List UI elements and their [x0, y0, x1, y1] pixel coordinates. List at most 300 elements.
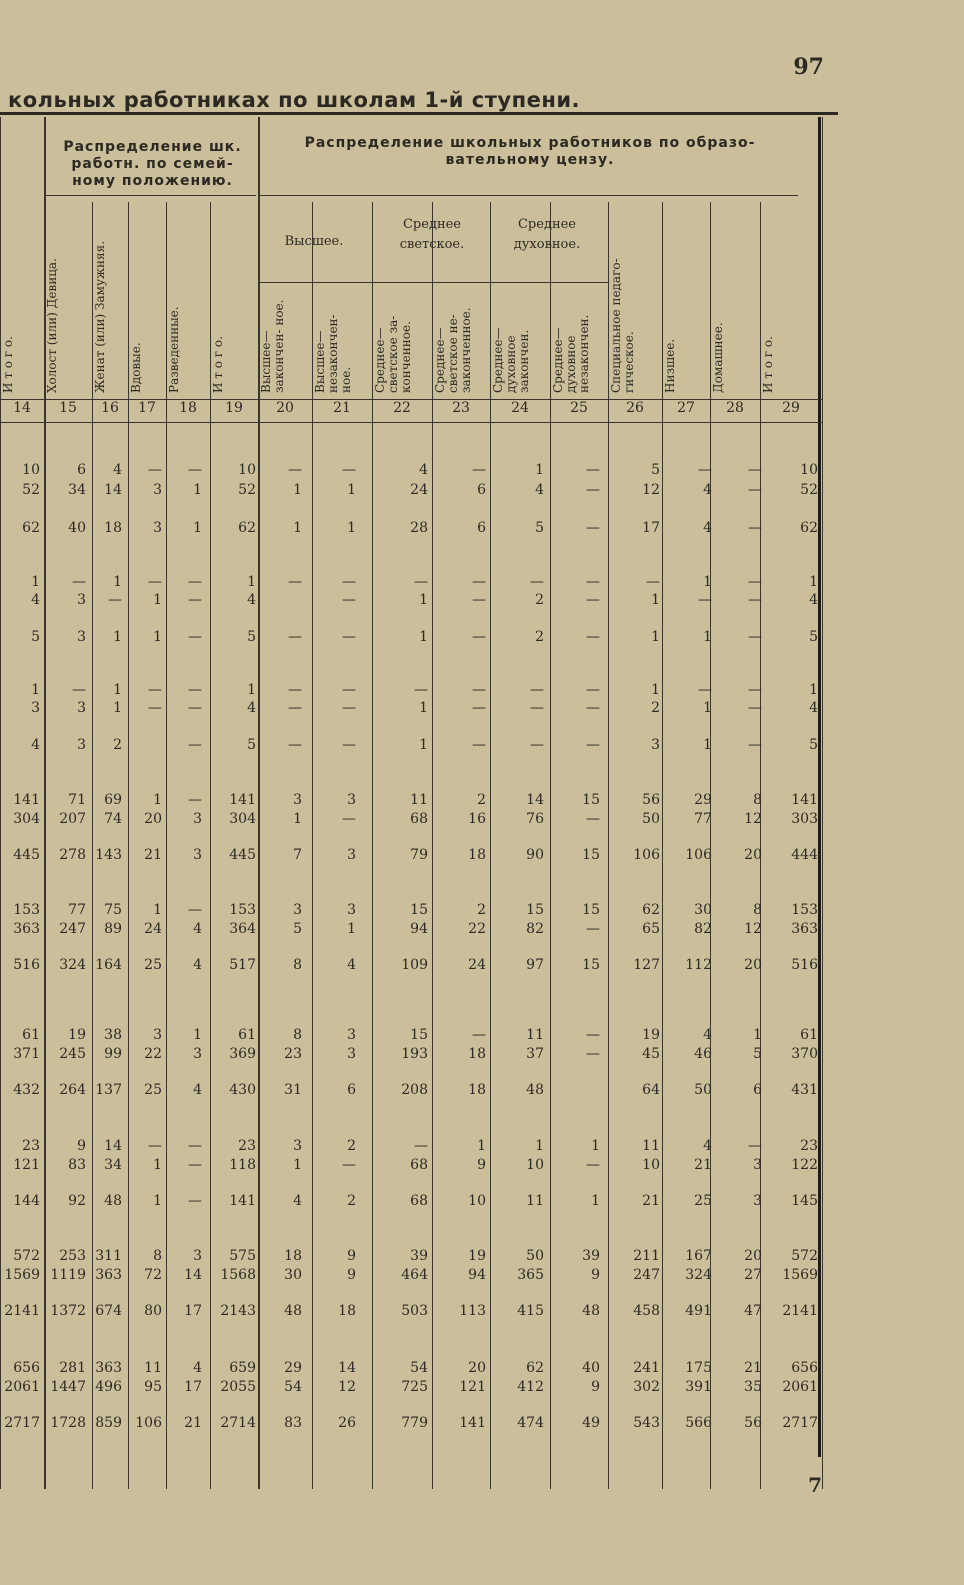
table-cell: 324: [59, 957, 86, 973]
table-cell: 14: [338, 1360, 356, 1376]
table-cell: 1: [419, 700, 428, 716]
table-cell: —: [472, 592, 486, 608]
table-cell: —: [148, 574, 162, 590]
table-cell: —: [530, 737, 544, 753]
table-cell: 4: [347, 957, 356, 973]
table-cell: 24: [144, 921, 162, 937]
table-cell: 2055: [220, 1379, 256, 1395]
table-cell: 415: [517, 1303, 544, 1319]
table-cell: 153: [229, 902, 256, 918]
table-cell: 12: [642, 482, 660, 498]
table-cell: 503: [401, 1303, 428, 1319]
table-cell: 48: [284, 1303, 302, 1319]
table-cell: 14: [104, 482, 122, 498]
table-cell: 370: [791, 1046, 818, 1062]
table-cell: 15: [410, 1027, 428, 1043]
table-cell: 77: [68, 902, 86, 918]
table-cell: 412: [517, 1379, 544, 1395]
column-divider: [372, 202, 373, 1489]
table-cell: 89: [104, 921, 122, 937]
table-cell: 543: [633, 1415, 660, 1431]
table-cell: 3: [293, 792, 302, 808]
table-cell: 3: [347, 847, 356, 863]
table-cell: —: [698, 462, 712, 478]
table-cell: 46: [694, 1046, 712, 1062]
table-cell: 99: [104, 1046, 122, 1062]
table-cell: 302: [633, 1379, 660, 1395]
table-cell: 2: [477, 792, 486, 808]
table-cell: 1: [113, 574, 122, 590]
table-cell: 8: [153, 1248, 162, 1264]
table-cell: —: [414, 1138, 428, 1154]
table-cell: 50: [642, 811, 660, 827]
table-cell: 2141: [4, 1303, 40, 1319]
table-cell: 1: [293, 811, 302, 827]
table-cell: —: [646, 574, 660, 590]
table-cell: 1: [347, 482, 356, 498]
table-cell: 5: [651, 462, 660, 478]
table-cell: 4: [293, 1193, 302, 1209]
table-cell: 34: [68, 482, 86, 498]
table-cell: 77: [694, 811, 712, 827]
table-cell: 52: [22, 482, 40, 498]
table-cell: 21: [144, 847, 162, 863]
table-cell: 659: [229, 1360, 256, 1376]
table-cell: 92: [68, 1193, 86, 1209]
table-cell: 725: [401, 1379, 428, 1395]
table-cell: 35: [744, 1379, 762, 1395]
table-cell: 245: [59, 1046, 86, 1062]
table-cell: 50: [694, 1082, 712, 1098]
table-cell: 15: [582, 792, 600, 808]
table-cell: 14: [526, 792, 544, 808]
table-cell: 97: [526, 957, 544, 973]
table-cell: 2: [477, 902, 486, 918]
statistics-table: [0, 117, 822, 1489]
table-cell: 8: [753, 902, 762, 918]
column-label-c25: Среднее— духовное незакончен.: [551, 314, 591, 393]
table-cell: —: [748, 462, 762, 478]
table-cell: 37: [526, 1046, 544, 1062]
table-cell: 4: [419, 462, 428, 478]
table-cell: 15: [526, 902, 544, 918]
table-cell: 1: [651, 592, 660, 608]
table-cell: 4: [31, 737, 40, 753]
table-cell: —: [586, 921, 600, 937]
column-number-rule: [0, 422, 822, 423]
table-cell: 5: [809, 737, 818, 753]
table-cell: —: [748, 520, 762, 536]
table-cell: 62: [642, 902, 660, 918]
table-cell: —: [472, 700, 486, 716]
table-cell: 1568: [220, 1267, 256, 1283]
column-number: 18: [179, 400, 197, 416]
table-cell: 3: [31, 700, 40, 716]
table-cell: 10: [800, 462, 818, 478]
table-cell: 40: [582, 1360, 600, 1376]
table-cell: 9: [477, 1157, 486, 1173]
table-cell: 281: [59, 1360, 86, 1376]
table-cell: —: [698, 592, 712, 608]
table-cell: 656: [791, 1360, 818, 1376]
table-cell: 83: [68, 1157, 86, 1173]
group-header-education: Распределение школьных работников по образо- вательному цензу.: [304, 135, 756, 168]
table-cell: 2061: [782, 1379, 818, 1395]
table-cell: 464: [401, 1267, 428, 1283]
table-cell: 1569: [782, 1267, 818, 1283]
table-cell: 3: [193, 847, 202, 863]
table-cell: 45: [642, 1046, 660, 1062]
table-cell: 6: [477, 520, 486, 536]
header-rule-subgroups: [258, 282, 608, 283]
table-cell: 1: [193, 1027, 202, 1043]
table-cell: 2: [113, 737, 122, 753]
table-cell: 1: [347, 520, 356, 536]
column-label-c20: Высшее— закончен- ное.: [259, 299, 286, 393]
table-cell: 30: [694, 902, 712, 918]
table-cell: 1: [753, 1027, 762, 1043]
table-cell: 2717: [782, 1415, 818, 1431]
table-cell: —: [108, 592, 122, 608]
table-cell: 1372: [50, 1303, 86, 1319]
table-cell: 491: [685, 1303, 712, 1319]
table-cell: —: [472, 574, 486, 590]
column-number: 27: [677, 400, 695, 416]
table-cell: 22: [144, 1046, 162, 1062]
table-cell: 1: [31, 574, 40, 590]
table-cell: 21: [184, 1415, 202, 1431]
table-cell: 6: [77, 462, 86, 478]
table-cell: 278: [59, 847, 86, 863]
table-cell: 19: [468, 1248, 486, 1264]
table-cell: 56: [642, 792, 660, 808]
table-cell: 83: [284, 1415, 302, 1431]
table-cell: —: [188, 682, 202, 698]
table-cell: 71: [68, 792, 86, 808]
table-cell: 9: [347, 1267, 356, 1283]
table-cell: 10: [468, 1193, 486, 1209]
table-cell: —: [586, 700, 600, 716]
table-cell: 4: [247, 592, 256, 608]
table-cell: 1728: [50, 1415, 86, 1431]
table-cell: 20: [744, 957, 762, 973]
table-cell: 5: [809, 629, 818, 645]
table-cell: 80: [144, 1303, 162, 1319]
table-cell: —: [188, 737, 202, 753]
column-number: 15: [59, 400, 77, 416]
table-cell: 106: [135, 1415, 162, 1431]
table-cell: 5: [247, 629, 256, 645]
table-cell: 1: [419, 737, 428, 753]
table-cell: —: [748, 574, 762, 590]
page-number: 97: [793, 54, 824, 80]
column-number: 17: [138, 400, 156, 416]
table-cell: —: [188, 1138, 202, 1154]
subheader-higher: Высшее.: [284, 234, 344, 249]
table-cell: 144: [13, 1193, 40, 1209]
table-cell: 38: [104, 1027, 122, 1043]
table-cell: 264: [59, 1082, 86, 1098]
table-cell: —: [586, 574, 600, 590]
column-label-c27: Низшее.: [663, 338, 677, 393]
table-cell: 4: [31, 592, 40, 608]
group-header-family: Распределение шк. работн. по семей- ному положению.: [63, 139, 242, 189]
table-cell: 10: [642, 1157, 660, 1173]
table-cell: 5: [293, 921, 302, 937]
table-cell: 18: [104, 520, 122, 536]
table-cell: 18: [468, 1082, 486, 1098]
table-cell: —: [188, 462, 202, 478]
table-cell: 3: [293, 902, 302, 918]
table-cell: 30: [284, 1267, 302, 1283]
column-label-c15: Холост (или) Девица.: [45, 258, 59, 393]
table-cell: 52: [238, 482, 256, 498]
table-cell: 20: [744, 847, 762, 863]
table-cell: 137: [95, 1082, 122, 1098]
table-cell: 779: [401, 1415, 428, 1431]
table-cell: 1: [419, 629, 428, 645]
table-cell: —: [342, 700, 356, 716]
table-cell: 2717: [4, 1415, 40, 1431]
table-cell: 3: [153, 482, 162, 498]
table-cell: —: [472, 629, 486, 645]
table-cell: 20: [468, 1360, 486, 1376]
table-cell: 48: [104, 1193, 122, 1209]
table-cell: 4: [113, 462, 122, 478]
table-cell: 143: [95, 847, 122, 863]
table-cell: 31: [284, 1082, 302, 1098]
table-cell: 109: [401, 957, 428, 973]
table-cell: 10: [526, 1157, 544, 1173]
table-cell: —: [586, 520, 600, 536]
table-cell: 4: [193, 1082, 202, 1098]
table-cell: 25: [144, 957, 162, 973]
table-cell: 391: [685, 1379, 712, 1395]
table-cell: 369: [229, 1046, 256, 1062]
table-cell: 49: [582, 1415, 600, 1431]
table-cell: 141: [791, 792, 818, 808]
table-cell: 82: [694, 921, 712, 937]
column-label-c14: И т о г о.: [1, 336, 15, 393]
table-cell: 4: [703, 1027, 712, 1043]
table-cell: —: [188, 700, 202, 716]
table-cell: 2714: [220, 1415, 256, 1431]
column-divider: [550, 202, 551, 1489]
table-cell: 247: [633, 1267, 660, 1283]
table-cell: 208: [401, 1082, 428, 1098]
table-cell: —: [342, 811, 356, 827]
table-cell: 3: [77, 629, 86, 645]
table-cell: 4: [535, 482, 544, 498]
column-divider: [0, 117, 1, 1489]
table-cell: —: [342, 737, 356, 753]
table-cell: 445: [229, 847, 256, 863]
table-cell: 11: [410, 792, 428, 808]
title-rule: [0, 112, 838, 115]
table-cell: 18: [284, 1248, 302, 1264]
table-cell: 364: [229, 921, 256, 937]
table-cell: 516: [791, 957, 818, 973]
table-cell: 2061: [4, 1379, 40, 1395]
table-cell: 17: [184, 1303, 202, 1319]
table-cell: 1: [535, 462, 544, 478]
table-cell: 23: [22, 1138, 40, 1154]
table-cell: 2: [347, 1138, 356, 1154]
table-cell: 54: [284, 1379, 302, 1395]
column-number-row: [0, 400, 822, 422]
table-cell: 26: [338, 1415, 356, 1431]
table-cell: 247: [59, 921, 86, 937]
table-cell: 304: [13, 811, 40, 827]
table-cell: 15: [582, 902, 600, 918]
table-cell: 3: [347, 1027, 356, 1043]
table-cell: —: [748, 1138, 762, 1154]
table-cell: 1: [153, 629, 162, 645]
column-number: 19: [225, 400, 243, 416]
table-cell: 371: [13, 1046, 40, 1062]
table-cell: 112: [685, 957, 712, 973]
table-cell: —: [288, 737, 302, 753]
table-cell: —: [530, 700, 544, 716]
table-cell: 1: [703, 574, 712, 590]
table-cell: 575: [229, 1248, 256, 1264]
table-cell: —: [288, 462, 302, 478]
table-cell: —: [342, 592, 356, 608]
table-cell: 3: [347, 902, 356, 918]
table-cell: —: [288, 574, 302, 590]
table-cell: —: [414, 574, 428, 590]
table-cell: 566: [685, 1415, 712, 1431]
table-cell: 5: [535, 520, 544, 536]
table-cell: 22: [468, 921, 486, 937]
table-cell: 4: [809, 700, 818, 716]
table-cell: 5: [31, 629, 40, 645]
table-cell: —: [342, 1157, 356, 1173]
table-cell: 2: [535, 592, 544, 608]
table-cell: 5: [753, 1046, 762, 1062]
table-cell: 1119: [50, 1267, 86, 1283]
table-cell: 48: [526, 1082, 544, 1098]
table-cell: —: [586, 811, 600, 827]
table-cell: 76: [526, 811, 544, 827]
subheader-secondary-secular: Среднее светское.: [399, 217, 465, 252]
table-cell: 17: [642, 520, 660, 536]
table-cell: —: [414, 682, 428, 698]
table-cell: 6: [477, 482, 486, 498]
table-cell: 1: [193, 482, 202, 498]
column-number: 29: [782, 400, 800, 416]
table-cell: 1: [193, 520, 202, 536]
table-cell: 1: [809, 574, 818, 590]
table-cell: 4: [703, 520, 712, 536]
table-cell: 1: [651, 629, 660, 645]
table-cell: 121: [459, 1379, 486, 1395]
table-cell: 1: [31, 682, 40, 698]
table-cell: 145: [791, 1193, 818, 1209]
table-cell: —: [698, 682, 712, 698]
table-cell: 9: [347, 1248, 356, 1264]
table-cell: 311: [95, 1248, 122, 1264]
table-cell: 61: [22, 1027, 40, 1043]
table-cell: 1: [247, 682, 256, 698]
table-cell: —: [586, 737, 600, 753]
table-cell: 68: [410, 811, 428, 827]
table-cell: 21: [642, 1193, 660, 1209]
table-cell: 363: [95, 1267, 122, 1283]
table-cell: 1: [247, 574, 256, 590]
column-divider: [662, 202, 663, 1489]
table-cell: 1: [153, 592, 162, 608]
table-cell: 8: [753, 792, 762, 808]
table-cell: 496: [95, 1379, 122, 1395]
table-cell: 50: [526, 1248, 544, 1264]
table-cell: —: [586, 482, 600, 498]
table-cell: —: [288, 700, 302, 716]
table-cell: 445: [13, 847, 40, 863]
table-cell: —: [748, 700, 762, 716]
table-cell: 127: [633, 957, 660, 973]
table-cell: 27: [744, 1267, 762, 1283]
table-cell: 25: [694, 1193, 712, 1209]
table-cell: 5: [247, 737, 256, 753]
table-cell: 516: [13, 957, 40, 973]
table-cell: 3: [193, 1046, 202, 1062]
table-cell: —: [748, 592, 762, 608]
table-cell: 10: [238, 462, 256, 478]
table-cell: 61: [238, 1027, 256, 1043]
table-cell: 11: [526, 1027, 544, 1043]
table-cell: 95: [144, 1379, 162, 1395]
column-divider: [166, 202, 167, 1489]
table-cell: 674: [95, 1303, 122, 1319]
table-cell: 3: [293, 1138, 302, 1154]
table-cell: 20: [744, 1248, 762, 1264]
table-cell: 121: [13, 1157, 40, 1173]
table-cell: —: [748, 629, 762, 645]
table-cell: 458: [633, 1303, 660, 1319]
table-cell: 365: [517, 1267, 544, 1283]
column-number: 16: [101, 400, 119, 416]
column-number: 14: [13, 400, 31, 416]
table-cell: 4: [193, 921, 202, 937]
column-number: 26: [626, 400, 644, 416]
table-cell: 20: [144, 811, 162, 827]
table-cell: —: [148, 462, 162, 478]
table-cell: 48: [582, 1303, 600, 1319]
table-cell: 6: [347, 1082, 356, 1098]
table-cell: 94: [410, 921, 428, 937]
table-cell: 62: [22, 520, 40, 536]
column-label-c18: Разведенные.: [167, 306, 181, 393]
table-cell: 18: [468, 1046, 486, 1062]
column-divider: [608, 202, 609, 1489]
column-divider: [128, 202, 129, 1489]
table-cell: —: [472, 737, 486, 753]
column-divider: [710, 202, 711, 1489]
table-cell: 62: [526, 1360, 544, 1376]
table-cell: 11: [642, 1138, 660, 1154]
table-cell: —: [586, 1046, 600, 1062]
column-number: 20: [276, 400, 294, 416]
table-cell: 7: [293, 847, 302, 863]
table-cell: —: [188, 629, 202, 645]
column-label-c28: Домашнее.: [711, 322, 725, 393]
table-cell: —: [188, 902, 202, 918]
table-cell: 74: [104, 811, 122, 827]
table-cell: —: [188, 592, 202, 608]
table-cell: 118: [229, 1157, 256, 1173]
table-cell: 21: [694, 1157, 712, 1173]
